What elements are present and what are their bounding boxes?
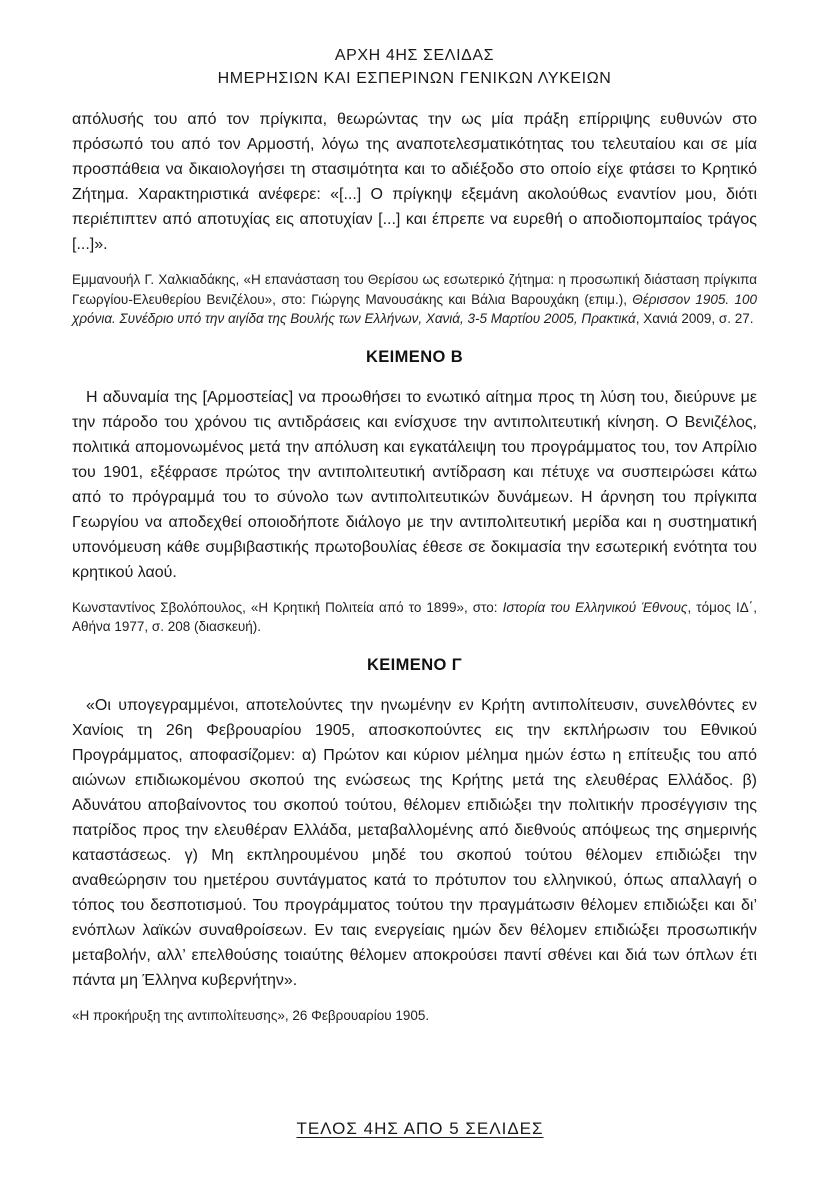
page-header [72, 44, 757, 90]
text-a-body: απόλυσής του από τον πρίγκιπα, θεωρώντας την ως μία πράξη επίρριψης ευθυνών στο πρόσωπό του από τον Αρμοστή, λόγω της αναποτελεσματικότητας του τελευταίου και σε μία προσπάθεια να δικαιολογήσει τη στασιμότητα και το αδιέξοδο στο οποίο είχε φτάσει το Κρητικό Ζήτημα. Χαρακτηριστικά ανέφερε: «[...] Ο πρίγκηψ εξεμάνη ακολούθως εναντίον μου, διότι περιέπιπτεν από αποτυχίας εις αποτυχίαν [...] και έπρεπε να ευρεθή ο αποδιοπομπαίος τράγος [...]». [72, 111, 757, 253]
text-c-citation: «Η προκήρυξη της αντιπολίτευσης», 26 Φεβρουαρίου 1905. [72, 1007, 430, 1023]
text-a-citation-regular-1: Εμμανουήλ Γ. Χαλκιαδάκης, «Η επανάσταση του Θερίσου ως εσωτερικό ζήτημα: η προσωπική διάσταση πρίγκιπα Γεωργίου-Ελευθερίου Βενιζέλου», στο: Γιώργης Μανουσάκης και Βάλια Βαρουχάκη (επιμ.), [72, 272, 757, 307]
text-c-heading: ΚΕΙΜΕΝΟ Γ [366, 655, 463, 674]
page-footer: ΤΕΛΟΣ 4ΗΣ ΑΠΟ 5 ΣΕΛΙΔΕΣ [296, 1119, 544, 1138]
page-header-line-2: ΗΜΕΡΗΣΙΩΝ ΚΑΙ ΕΣΠΕΡΙΝΩΝ ΓΕΝΙΚΩΝ ΛΥΚΕΙΩΝ [217, 70, 612, 87]
text-a-citation [72, 270, 757, 329]
text-b-citation [72, 598, 757, 637]
text-a-citation-regular-2: , Χανιά 2009, σ. 27. [635, 311, 754, 326]
text-b-citation-regular-1: Κωνσταντίνος Σβολόπουλος, «Η Κρητική Πολιτεία από το 1899», στο: [72, 599, 503, 615]
text-b-citation-title-italic: Ιστορία του Ελληνικού Έθνους [502, 599, 688, 615]
page-header-line-1: ΑΡΧΗ 4ΗΣ ΣΕΛΙΔΑΣ [334, 47, 495, 64]
text-b-body: Η αδυναμία της [Αρμοστείας] να προωθήσει το ενωτικό αίτημα προς τη λύση του, διεύρυνε με την πάροδο του χρόνου τις αντιδράσεις και ενίσχυσε την αντιπολιτευτική κίνηση. Ο Βενιζέλος, πολιτικά απομονωμένος μετά την απόλυση και εγκατάλειψη του προγράμματος του, τον Απρίλιο του 1901, εξέφρασε πρώτος την αντιπολιτευτική αντίδραση και πέτυχε να συσπειρώσει κάτω από το πρόγραμμά του το σύνολο των αντιπολιτευτικών δυνάμεων. Η άρνηση του πρίγκιπα Γεωργίου να αποδεχθεί οποιοδήποτε διάλογο με την αντιπολιτευτική μερίδα και η συστηματική υπονόμευση κάθε συμβιβαστικής πρωτοβουλίας έθεσε σε δοκιμασία την εσωτερική ενότητα του κρητικού λαού. [72, 388, 757, 581]
text-c-body: «Οι υπογεγραμμένοι, αποτελούντες την ηνωμένην εν Κρήτη αντιπολίτευσιν, συνελθόντες εν Χανίοις τη 26η Φεβρουαρίου 1905, αποσκοπούντες εις την εκπλήρωσιν του Εθνικού Προγράμματος, αποφασίζομεν: α) Πρώτον και κύριον μέλημα ημών έστω η επίτευξις του από αιώνων επιδιωκομένου σκοπού της ενώσεως της Κρήτης μετά της ελευθέρας Ελλάδος. β) Αδυνάτου αποβαίνοντος του σκοπού τούτου, θέλομεν επιδιώξει την πολιτικήν προσέγγισιν της πατρίδος προς την ελευθέραν Ελλάδα, μεταβαλλομένης από διεθνούς απόψεως της σημερινής καταστάσεως. γ) Μη εκπληρουμένου μηδέ του σκοπού τούτου θέλομεν επιδιώξει την αναθεώρησιν του ημετέρου συντάγματος κατά το πρότυπον του ελληνικού, όπως απαλλαγή ο τόπος του δεσποτισμού. Του προγράμματος τούτου την πραγμάτωσιν θέλομεν επιδιώξει και δι’ ενόπλων λαϊκών συναθροίσεων. Εν ταις ενεργείαις ημών δεν θέλομεν επιδιώξει προσωπικήν μεταβολήν, αλλ’ επελθούσης τοιαύτης θέλομεν αποκρούσει παντί σθένει και διά των όπλων έτι πάντα μη Έλληνα κυβερνήτην». [72, 696, 757, 989]
text-a-citation-title-italic: Θέρισσον 1905. 100 χρόνια. Συνέδριο υπό την αιγίδα της Βουλής των Ελλήνων, Χανιά, 3-5 Μαρτίου 2005, Πρακτικά [72, 291, 757, 326]
text-b-heading: ΚΕΙΜΕΝΟ Β [365, 347, 464, 366]
text-b-citation-regular-2: , τόμος ΙΔ΄, Αθήνα 1977, σ. 208 (διασκευή). [72, 599, 757, 634]
